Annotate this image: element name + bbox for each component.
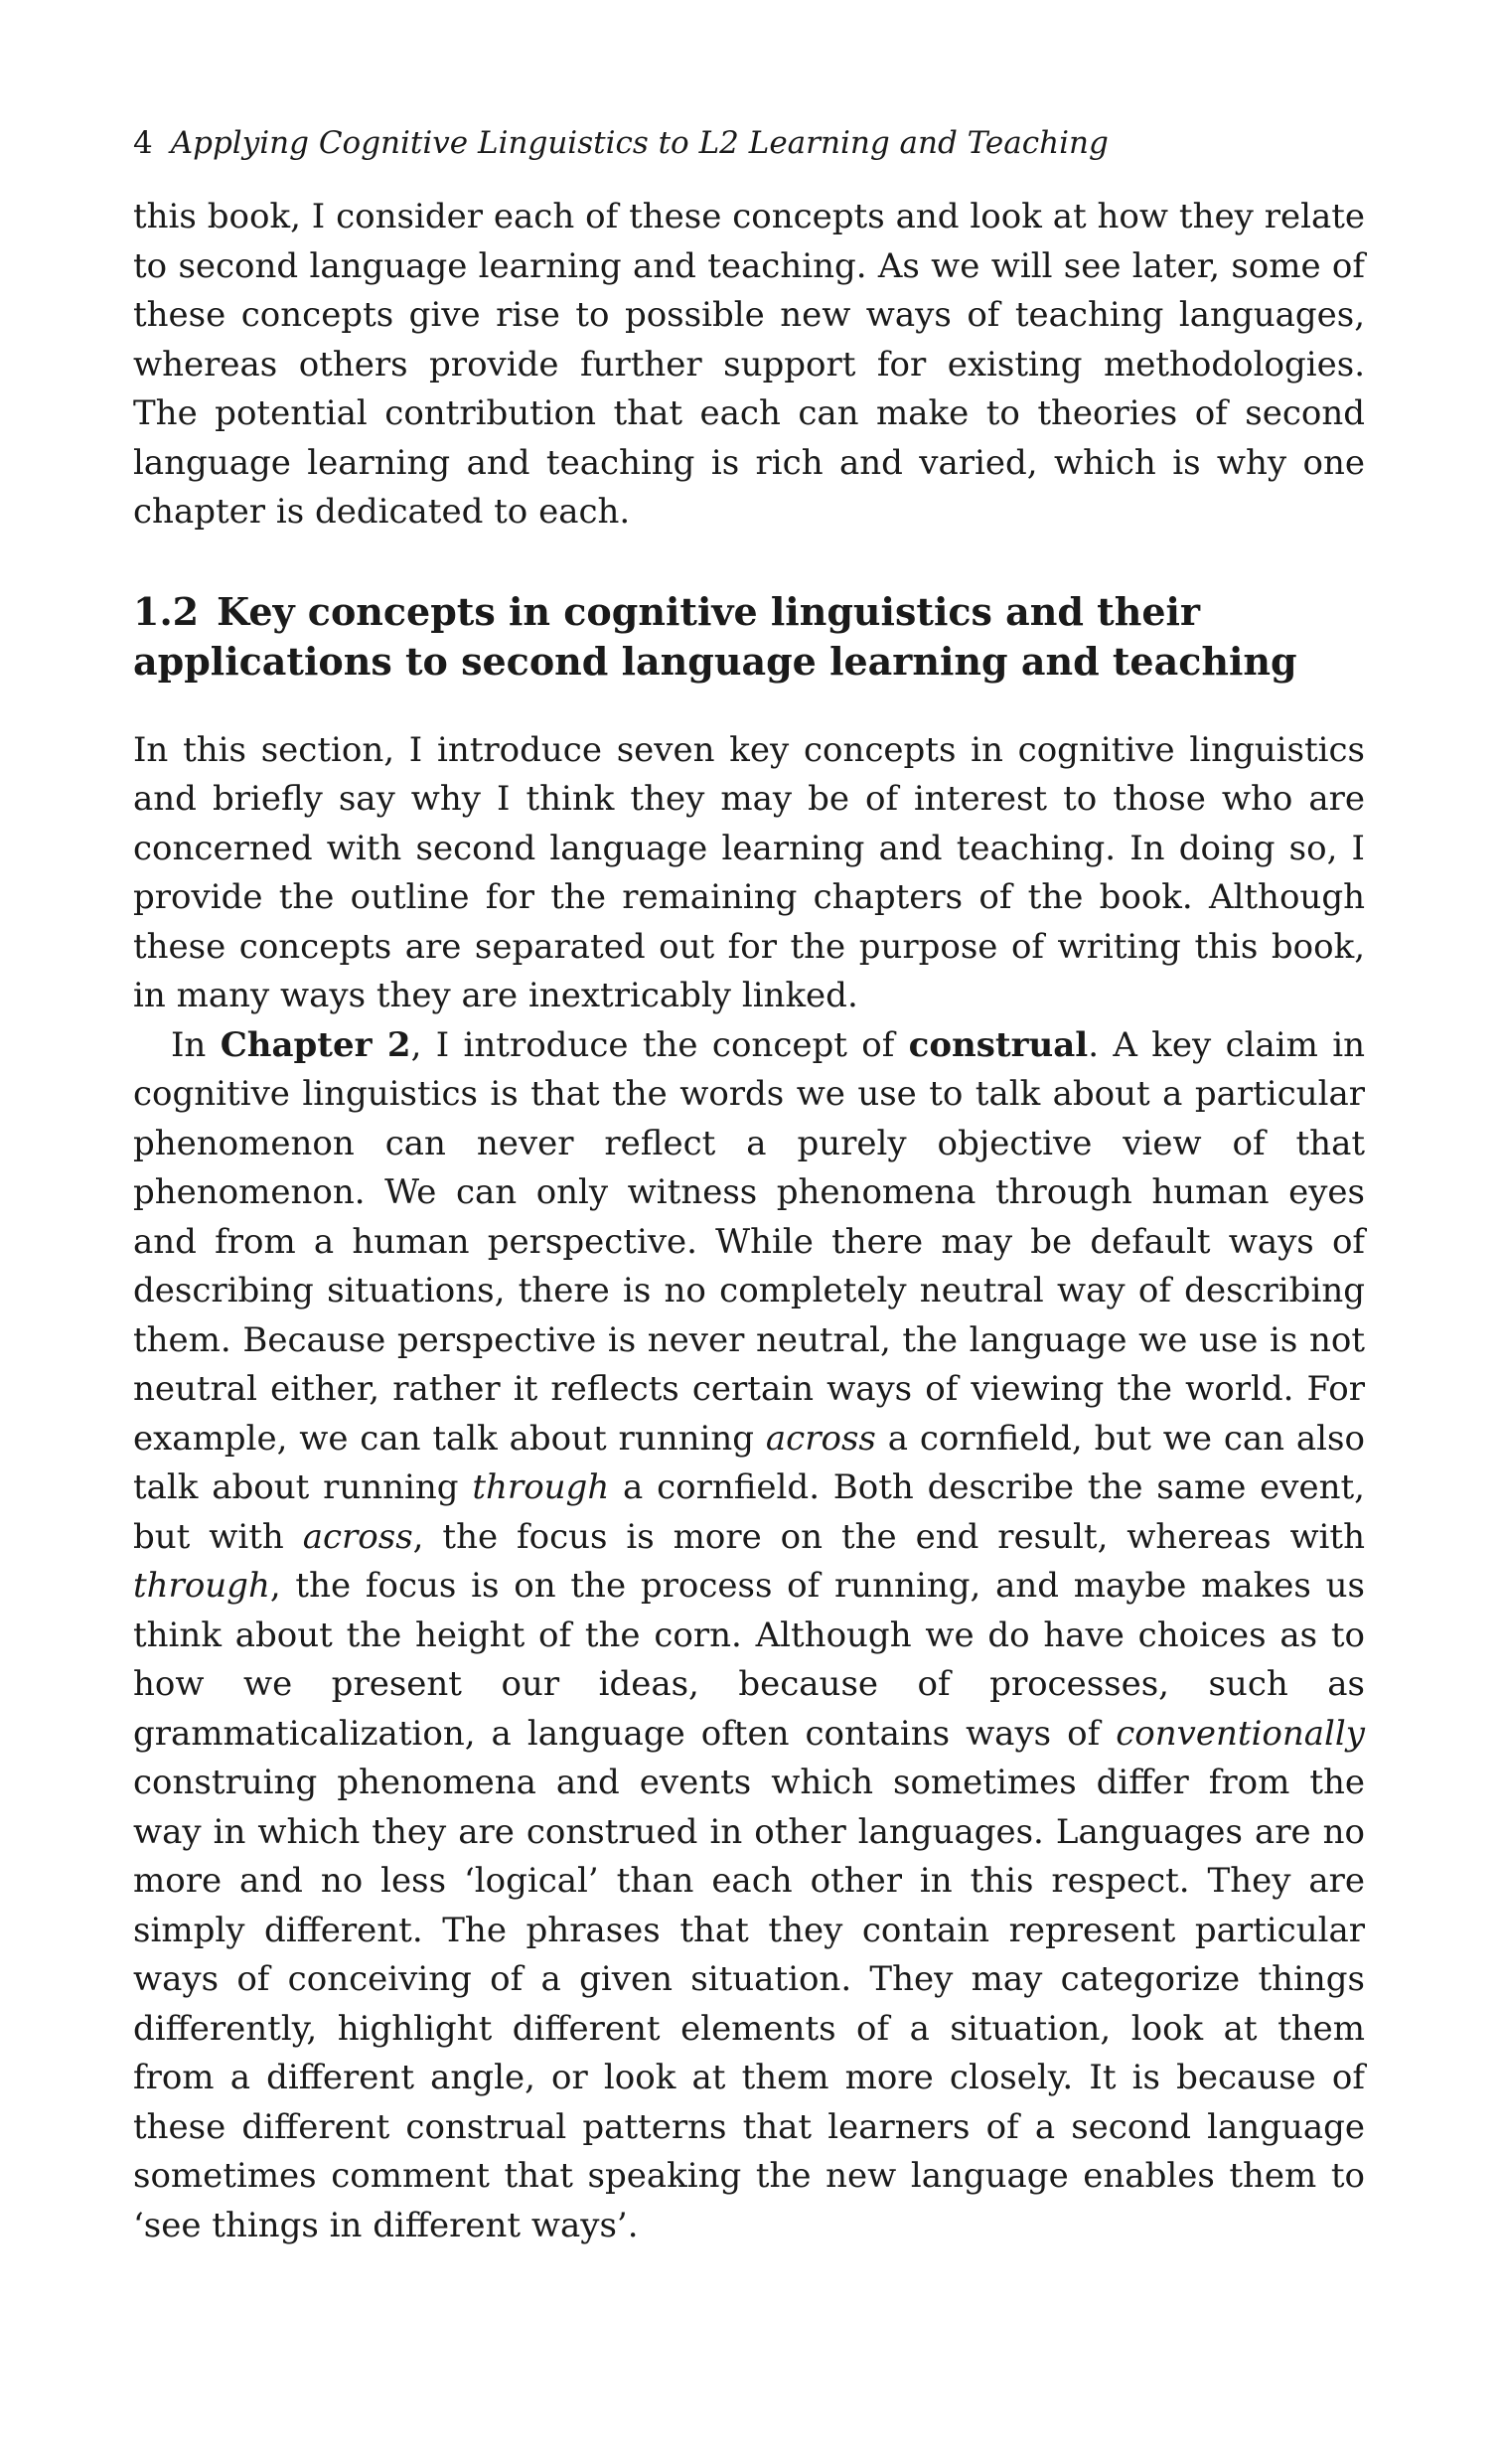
section-title: Key concepts in cognitive linguistics and their applications to second language learning and teaching xyxy=(133,588,1297,684)
paragraph-continuation: this book, I consider each of these concepts and look at how they relate to second language learning and teaching. As we will see later, some of these concepts give rise to possible new ways of teaching languages, whereas others provide further support for existing methodologies. The potential contribution that each can make to theories of second language learning and teaching is rich and varied, which is why one chapter is dedicated to each. xyxy=(133,197,1365,532)
example-word: through xyxy=(133,1566,270,1606)
section-body xyxy=(133,726,1365,2251)
section-heading xyxy=(133,587,1365,687)
text-run: , I introduce the concept of xyxy=(410,1024,909,1065)
page-number: 4 xyxy=(133,125,153,161)
example-word: across xyxy=(302,1516,413,1557)
paragraph-construal xyxy=(133,1021,1365,2251)
text-run: , the focus is on the process of running, and maybe makes us think about the height of the corn. Although we do have choices as to how we present our ideas, because of processes, such as grammaticalization, a language often contains ways of xyxy=(133,1566,1365,1754)
text-run: construing phenomena and events which sometimes differ from the way in which they are construed in other languages. Languages are no more and no less ‘logical’ than each other in this respect. They are simply different. The phrases that they contain represent particular ways of conceiving of a given situation. They may categorize things differently, highlight different elements of a situation, look at them from a different angle, or look at them more closely. It is because of these different construal patterns that learners of a second language sometimes comment that speaking the new language enables them to ‘see things in different ways’. xyxy=(133,1763,1365,2245)
text-run: a cornfield, but we can also talk about running xyxy=(133,1418,1365,1507)
text-run: , the focus is more on the end result, whereas with xyxy=(412,1516,1365,1557)
text-run: In xyxy=(171,1024,221,1065)
example-word: across xyxy=(765,1418,876,1459)
emphasis-word: conventionally xyxy=(1116,1713,1365,1754)
key-term: construal xyxy=(908,1024,1089,1065)
example-word: through xyxy=(472,1467,610,1507)
body-text xyxy=(133,193,1365,538)
text-run: a cornfield. Both describe the same event, but with xyxy=(133,1467,1365,1557)
chapter-reference: Chapter 2 xyxy=(220,1024,411,1065)
running-title: Applying Cognitive Linguistics to L2 Learning and Teaching xyxy=(170,125,1109,161)
text-run: . A key claim in cognitive linguistics is that the words we use to talk about a particular phenomenon can never reflect a purely objective view of that phenomenon. We can only witness phenomena through human eyes and from a human perspective. While there may be default ways of describing situations, there is no completely neutral way of describing them. Because perspective is never neutral, the language we use is not neutral either, rather it reflects certain ways of viewing the world. For example, we can talk about running xyxy=(133,1024,1365,1459)
running-header xyxy=(133,117,1365,169)
section-number: 1.2 xyxy=(133,588,200,634)
paragraph-intro: In this section, I introduce seven key concepts in cognitive linguistics and briefly say why I think they may be of interest to those who are concerned with second language learning and teaching. In doing so, I provide the outline for the remaining chapters of the book. Although these concepts are separated out for the purpose of writing this book, in many ways they are inextricably linked. xyxy=(133,729,1365,1015)
book-page xyxy=(133,117,1365,2250)
